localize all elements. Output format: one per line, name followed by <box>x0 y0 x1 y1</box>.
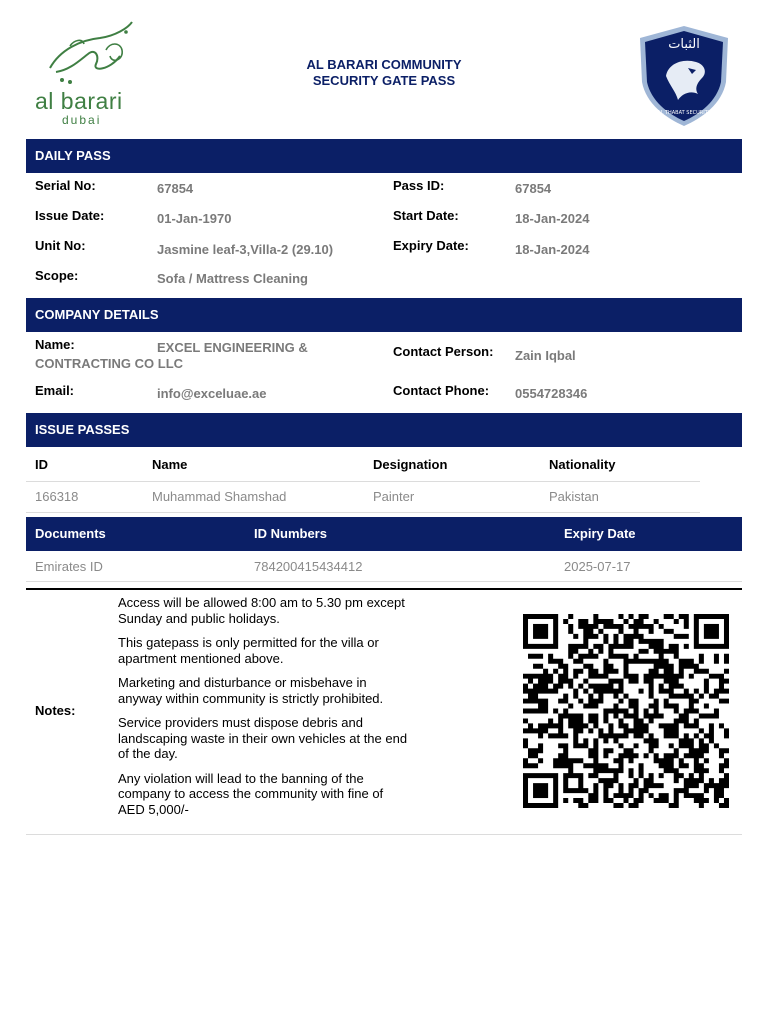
document-number-cell: 784200415434412 <box>254 559 363 574</box>
pass-id-label: Pass ID: <box>393 178 445 193</box>
email-label: Email: <box>35 383 75 398</box>
page-title <box>290 57 478 89</box>
company-details-header: COMPANY DETAILS <box>26 298 742 332</box>
issue-date-value: 01-Jan-1970 <box>157 211 232 226</box>
document-expiry-cell: 2025-07-17 <box>564 559 631 574</box>
shield-caption-text: AL THABAT SECURITY <box>657 110 711 116</box>
logo-sub-text: dubai <box>62 113 102 127</box>
issue-passes-header: ISSUE PASSES <box>26 413 742 447</box>
col-header-name: Name <box>152 457 188 472</box>
note-item: Marketing and disturbance or misbehave in anyway within community is strictly prohibited. <box>118 675 384 706</box>
title-line-2: SECURITY GATE PASS <box>312 73 456 88</box>
pass-designation-cell: Painter <box>373 489 415 504</box>
start-date-label: Start Date: <box>393 208 459 223</box>
notes-label: Notes: <box>35 703 76 718</box>
documents-header-bar <box>26 517 742 551</box>
col-header-designation: Designation <box>373 457 448 472</box>
col-header-id-numbers: ID Numbers <box>254 526 327 541</box>
note-item: Service providers must dispose debris and landscaping waste in their own vehicles at the end of the day. <box>118 715 408 761</box>
notes-list <box>118 595 408 826</box>
contact-phone-value: 0554728346 <box>515 386 588 401</box>
shield-arabic-text: الثبات <box>668 37 700 52</box>
pass-name-cell: Muhammad Shamshad <box>152 489 287 504</box>
qr-code-icon <box>523 614 729 808</box>
divider <box>26 481 700 482</box>
contact-person-label: Contact Person: <box>393 344 494 359</box>
col-header-nationality: Nationality <box>549 457 616 472</box>
expiry-date-label: Expiry Date: <box>393 238 469 253</box>
unit-no-label: Unit No: <box>35 238 86 253</box>
company-name-line-1: EXCEL ENGINEERING & <box>157 340 308 355</box>
contact-phone-label: Contact Phone: <box>393 383 490 398</box>
note-item: Access will be allowed 8:00 am to 5.30 pm except Sunday and public holidays. <box>118 595 405 626</box>
start-date-value: 18-Jan-2024 <box>515 211 590 226</box>
footer-divider <box>26 834 742 835</box>
serial-no-label: Serial No: <box>35 178 96 193</box>
title-line-1: AL BARARI COMMUNITY <box>306 57 462 72</box>
logo-name-text: al barari <box>35 88 123 114</box>
contact-person-value: Zain Iqbal <box>515 348 576 363</box>
serial-no-value: 67854 <box>157 181 194 196</box>
col-header-documents: Documents <box>35 526 106 541</box>
issue-date-label: Issue Date: <box>35 208 105 223</box>
scope-value: Sofa / Mattress Cleaning <box>157 271 308 286</box>
email-value: info@exceluae.ae <box>157 386 267 401</box>
divider <box>26 581 742 582</box>
al-barari-logo <box>32 20 142 130</box>
pass-nationality-cell: Pakistan <box>549 489 599 504</box>
scope-label: Scope: <box>35 268 79 283</box>
company-name-label: Name: <box>35 337 75 352</box>
note-item: This gatepass is only permitted for the villa or apartment mentioned above. <box>118 635 379 666</box>
document-type-cell: Emirates ID <box>35 559 103 574</box>
daily-pass-header: DAILY PASS <box>26 139 742 173</box>
unit-no-value: Jasmine leaf-3,Villa-2 (29.10) <box>157 242 334 257</box>
al-thabat-security-shield-icon <box>636 24 732 128</box>
pass-id-cell: 166318 <box>35 489 79 504</box>
notes-top-rule <box>26 588 742 590</box>
pass-id-value: 67854 <box>515 181 552 196</box>
col-header-expiry-date: Expiry Date <box>564 526 636 541</box>
company-name-line-2: CONTRACTING CO LLC <box>35 356 184 371</box>
al-barari-script-icon <box>40 20 140 90</box>
expiry-date-value: 18-Jan-2024 <box>515 242 590 257</box>
divider <box>26 512 700 513</box>
note-item: Any violation will lead to the banning of the company to access the community with fine of AED 5,000/- <box>118 770 384 817</box>
col-header-id: ID <box>35 457 48 472</box>
